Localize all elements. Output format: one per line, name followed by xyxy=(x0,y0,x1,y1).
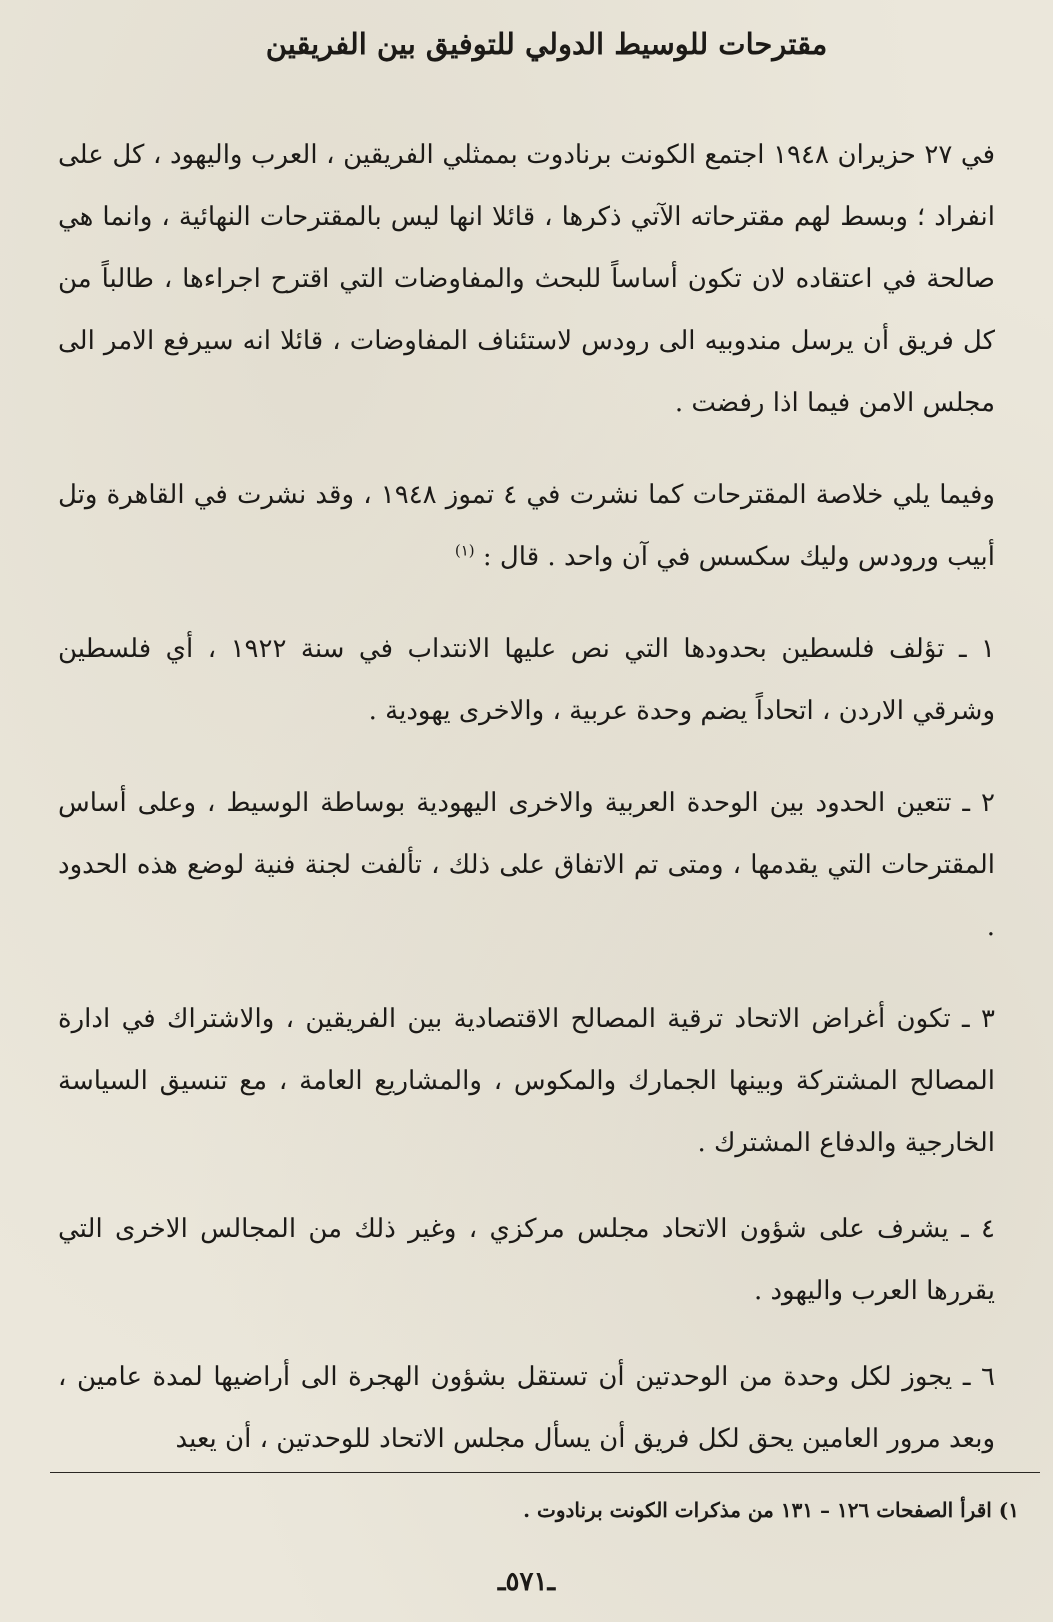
footnote-marker: (١) xyxy=(454,541,475,560)
intro-paragraph: في ٢٧ حزيران ١٩٤٨ اجتمع الكونت برنادوت بممثلي الفريقين ، العرب واليهود ، كل على انفراد ؛ وبسط لهم مقترحاته الآتي ذكرها ، قائلا انها ليس بالمقترحات النهائية ، وانما هي صالحة في اعتقاده لان تكون أساساً للبحث والمفاوضات التي اقترح اجراءها ، طالباً من كل فريق أن يرسل مندوبيه الى رودس لاستئناف المفاوضات ، قائلا انه سيرفع الامر الى مجلس الامن فيما اذا رفضت . xyxy=(58,140,995,418)
page-title: مقترحات للوسيط الدولي للتوفيق بين الفريقين xyxy=(265,27,828,61)
list-item-2: ٢ ـ تتعين الحدود بين الوحدة العربية والاخرى اليهودية بوساطة الوسيط ، وعلى أساس المقترحات التي يقدمها ، ومتى تم الاتفاق على ذلك ، تألفت لجنة فنية لوضع هذه الحدود . xyxy=(58,788,995,942)
footnote: ١) اقرأ الصفحات ١٢٦ – ١٣١ من مذكرات الكونت برنادوت . xyxy=(523,1498,1019,1522)
list-item-3: ٣ ـ تكون أغراض الاتحاد ترقية المصالح الاقتصادية بين الفريقين ، والاشتراك في ادارة المصالح المشتركة وبينها الجمارك والمكوس ، والمشاريع العامة ، مع تنسيق السياسة الخارجية والدفاع المشترك . xyxy=(58,1004,995,1158)
footnote-divider xyxy=(50,1472,1040,1473)
list-item-4: ٤ ـ يشرف على شؤون الاتحاد مجلس مركزي ، وغير ذلك من المجالس الاخرى التي يقررها العرب واليهود . xyxy=(58,1214,995,1306)
summary-paragraph xyxy=(58,464,995,588)
list-item-6: ٦ ـ يجوز لكل وحدة من الوحدتين أن تستقل بشؤون الهجرة الى أراضيها لمدة عامين ، وبعد مرور العامين يحق لكل فريق أن يسأل مجلس الاتحاد للوحدتين ، أن يعيد xyxy=(58,1362,995,1454)
summary-text: وفيما يلي خلاصة المقترحات كما نشرت في ٤ تموز ١٩٤٨ ، وقد نشرت في القاهرة وتل أبيب ورودس وليك سكسس في آن واحد . قال : xyxy=(58,480,995,572)
page-number: ـ٥٧١ـ xyxy=(497,1567,556,1597)
list-item-1: ١ ـ تؤلف فلسطين بحدودها التي نص عليها الانتداب في سنة ١٩٢٢ ، أي فلسطين وشرقي الاردن ، اتحاداً يضم وحدة عربية ، والاخرى يهودية . xyxy=(58,634,996,726)
